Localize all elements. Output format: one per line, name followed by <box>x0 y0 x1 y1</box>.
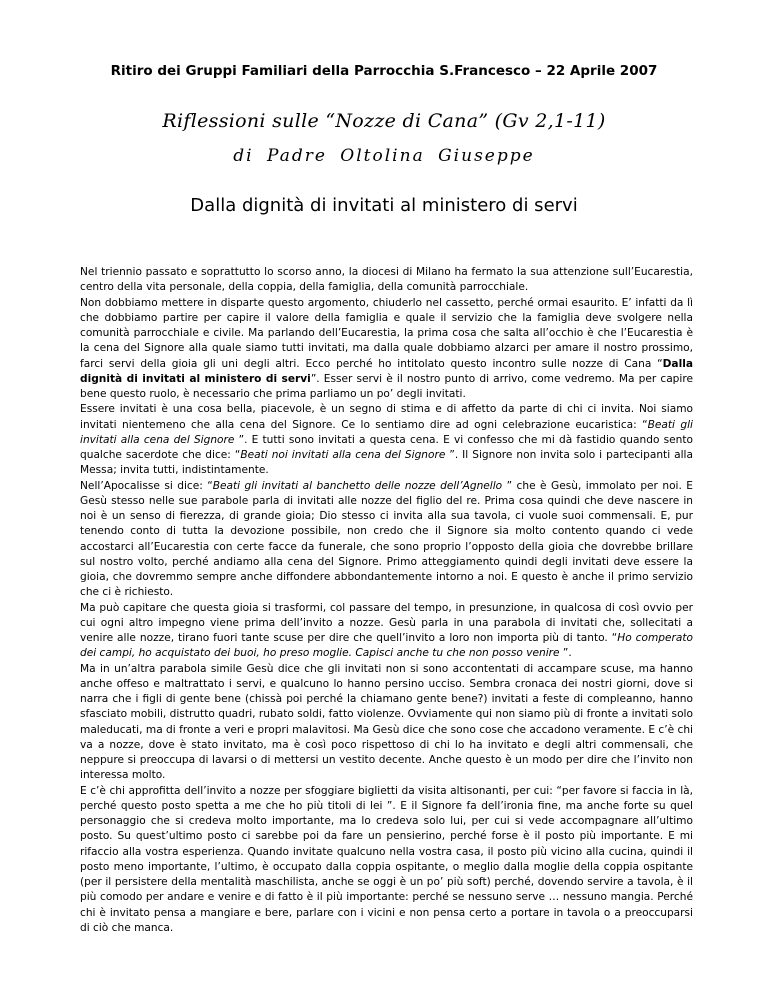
paragraph-text: Nel triennio passato e soprattutto lo scorso anno, la diocesi di Milano ha fermato la sua attenzione sull’Eucarestia, centro della vita personale, della coppia, della famiglia, della comunità parrocchiale. <box>80 266 693 294</box>
paragraph-text: Nell’Apocalisse si dice: “ <box>80 479 213 492</box>
document-body <box>80 265 693 936</box>
paragraph-text: ”. E tutti sono invitati a questa cena. E vi confesso che mi dà fastidio quando sento qualche sacerdote che dice: “ <box>80 433 693 461</box>
document-subtitle: Dalla dignità di invitati al ministero di servi <box>190 195 578 216</box>
document-author: di Padre Oltolina Giuseppe <box>233 146 535 166</box>
paragraph-text: Ma può capitare che questa gioia si trasformi, col passare del tempo, in presunzione, in qualcosa di così ovvio per cui ogni altro impegno viene prima dell’invito a nozze. Gesù parla in una parabola di invitati che, sollecitati a venire alle nozze, tirano fuori tante scuse per dire che quell’invito a loro non importa più di tanto. “ <box>80 601 693 644</box>
paragraph <box>80 479 693 601</box>
italic-quote: Beati gli invitati alla cena del Signore <box>80 418 693 446</box>
paragraph <box>80 265 693 296</box>
italic-quote: Beati noi invitati alla cena del Signore <box>240 449 446 461</box>
paragraph-text: ”. <box>559 647 572 660</box>
document-header: Ritiro dei Gruppi Familiari della Parrocchia S.Francesco – 22 Aprile 2007 <box>110 63 658 79</box>
paragraph-text: E c’è chi approfitta dell’invito a nozze per sfoggiare biglietti da visita altisonanti, per cui: “per favore si faccia in là, perché questo posto spetta a me che ho più titoli di lei ”. E il Signore fa dell’ironia fine, ma anche forte su quel personaggio che si credeva molto importante, ma lo credeva solo lui, per cui si vede accompagnare all’ultimo posto. Su quest’ultimo posto ci sarebbe poi da fare un pensierino, perché forse è il posto più importante. E mi rifaccio alla vostra esperienza. Quando invitate qualcuno nella vostra casa, il posto più vicino alla cucina, quindi il posto meno importante, l’ultimo, è occupato dalla coppia ospitante, o meglio dalla moglie della coppia ospitante (per il persistere della mentalità maschilista, anche se oggi è un po’ più soft) perché, dovendo servire a tavola, è il più comodo per andare e venire e di fatto è il più importante: perché se nessuno serve … nessuno mangia. Perché chi è invitato pensa a mangiare e bere, parlare con i vicini e non pensa certo a portare in tavola o a preoccuparsi di ciò che manca. <box>80 784 693 934</box>
paragraph <box>80 402 693 478</box>
paragraph-text: ” che è Gesù, immolato per noi. E Gesù stesso nelle sue parabole parla di invitati alle nozze del figlio del re. Prima cosa quindi che deve nascere in noi è un senso di fierezza, di grande gioia; Dio stesso ci invita alla sua tavola, ci vuole suoi commensali. E, pur tenendo conto di tutta la devozione possibile, non credo che il Signore sia molto contento quando ci vede accostarci all’Eucarestia con certe facce da funerale, che sono proprio l’opposto della gioia che dovrebbe brillare sul nostro volto, perché andiamo alla cena del Signore. Primo atteggiamento quindi degli invitati deve essere la gioia, che dovremmo sempre anche diffondere abbondantemente intorno a noi. E questo è anche il primo servizio che ci è richiesto. <box>80 479 693 599</box>
paragraph <box>80 296 693 403</box>
italic-quote: Ho comperato dei campi, ho acquistato dei buoi, ho preso moglie. Capisci anche tu che non posso venire <box>80 632 693 660</box>
paragraph <box>80 601 693 662</box>
paragraph-text: ”. Il Signore non invita solo i partecipanti alla Messa; invita tutti, indistintamente. <box>80 449 693 477</box>
document-title: Riflessioni sulle “Nozze di Cana” (Gv 2,1-11) <box>162 110 606 132</box>
paragraph-text: Ma in un’altra parabola simile Gesù dice che gli invitati non si sono accontentati di accampare scuse, ma hanno anche offeso e maltrattato i servi, e qualcuno lo hanno persino ucciso. Sembra cronaca dei nostri giorni, dove si narra che i figli di gente bene (chissà poi perché la chiamano gente bene?) invitati a feste di compleanno, hanno sfasciato mobili, distrutto quadri, rubato soldi, fatto violenze. Ovviamente qui non siamo più di fronte a invitati solo maleducati, ma di fronte a veri e propri malavitosi. Ma Gesù dice che sono cose che accadono veramente. E c’è chi va a nozze, dove è stato invitato, ma è così poco rispettoso di chi lo ha invitato e degli altri commensali, che neppure si preoccupa di lavarsi o di mettersi un vestito decente. Anche questo è un modo per dire che l’invito non interessa molto. <box>80 662 693 782</box>
paragraph <box>80 662 693 784</box>
paragraph <box>80 784 693 937</box>
paragraph-text: Non dobbiamo mettere in disparte questo argomento, chiuderlo nel cassetto, perché ormai esaurito. E’ infatti da lì che dobbiamo partire per capire il valore della famiglia e quale il servizio che la famiglia deve svolgere nella comunità parrocchiale e civile. Ma parlando dell’Eucarestia, la prima cosa che salta all’occhio è che l’Eucarestia è la cena del Signore alla quale siamo tutti invitati, ma dalla quale dobbiamo alzarci per amare il nostro prossimo, farci servi della gioia gli uni degli altri. Ecco perché ho intitolato questo incontro sulle nozze di Cana “ <box>80 296 693 370</box>
paragraph-text: ”. Esser servi è il nostro punto di arrivo, come vedremo. Ma per capire bene questo ruolo, è necessario che prima parliamo un po’ degli invitati. <box>80 372 693 400</box>
italic-quote: Beati gli invitati al banchetto delle nozze dell’Agnello <box>212 479 503 492</box>
bold-text: Dalla dignità di invitati al ministero di servi <box>80 357 693 385</box>
paragraph-text: Essere invitati è una cosa bella, piacevole, è un segno di stima e di affetto da parte di chi ci invita. Noi siamo invitati nientemeno che alla cena del Signore. Ce lo sentiamo dire ad ogni celebrazione eucaristica: “ <box>80 403 693 431</box>
